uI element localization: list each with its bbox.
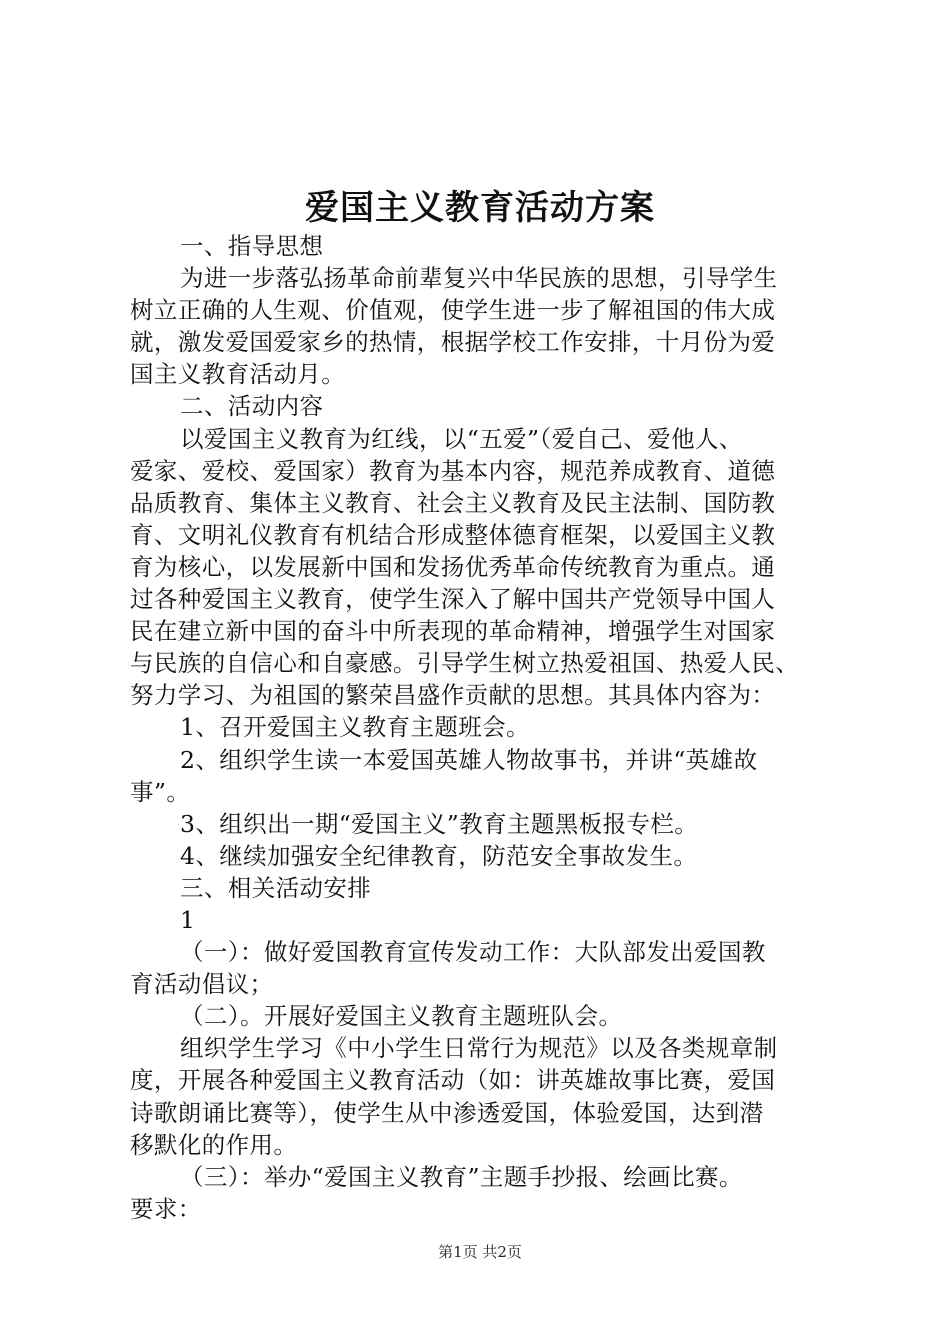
paragraph-line: 度，开展各种爱国主义教育活动（如：讲英雄故事比赛，爱国 (130, 1066, 776, 1095)
paragraph-line: 过各种爱国主义教育，使学生深入了解中国共产党领导中国人 (130, 585, 776, 614)
paragraph-line: 诗歌朗诵比赛等），使学生从中渗透爱国，体验爱国，达到潜 (130, 1098, 764, 1127)
paragraph-line: （二）。开展好爱国主义教育主题班队会。 (180, 1002, 623, 1031)
list-item-continuation: 事”。 (130, 777, 191, 806)
paragraph-line: 以爱国主义教育为红线，以“五爱”（爱自己、爱他人、 (180, 424, 743, 453)
paragraph-line: 努力学习、为祖国的繁荣昌盛作贡献的思想。其具体内容为： (130, 681, 776, 710)
paragraph-line: 品质教育、集体主义教育、社会主义教育及民主法制、国防教 (130, 488, 776, 517)
paragraph-line: 爱家、爱校、爱国家）教育为基本内容，规范养成教育、道德 (130, 456, 776, 485)
paragraph-line: 育为核心，以发展新中国和发扬优秀革命传统教育为重点。通 (130, 552, 776, 581)
stray-number: 1 (180, 905, 196, 934)
paragraph-line: 民在建立新中国的奋斗中所表现的革命精神，增强学生对国家 (130, 617, 776, 646)
paragraph-line: 与民族的自信心和自豪感。引导学生树立热爱祖国、热爱人民、 (130, 649, 800, 678)
page-footer: 第1页 共2页 (438, 1243, 522, 1261)
list-item: 4、继续加强安全纪律教育，防范安全事故发生。 (180, 841, 698, 870)
paragraph-line: 国主义教育活动月。 (130, 360, 346, 389)
list-item: 3、组织出一期“爱国主义”教育主题黑板报专栏。 (180, 809, 699, 838)
paragraph-line: （一）：做好爱国教育宣传发动工作：大队部发出爱国教 (180, 938, 766, 967)
paragraph-line: 就，激发爱国爱家乡的热情，根据学校工作安排，十月份为爱 (130, 328, 776, 357)
paragraph-line: 育活动倡议； (130, 970, 274, 999)
paragraph-line: 移默化的作用。 (130, 1130, 298, 1159)
section-heading-activity-content: 二、活动内容 (180, 392, 324, 421)
paragraph-line: 为进一步落弘扬革命前辈复兴中华民族的思想，引导学生 (180, 264, 778, 293)
list-item: 1、召开爱国主义教育主题班会。 (180, 713, 530, 742)
paragraph-line: （三）：举办“爱国主义教育”主题手抄报、绘画比赛。 (180, 1162, 743, 1191)
list-item: 2、组织学生读一本爱国英雄人物故事书，并讲“英雄故 (180, 745, 758, 774)
document-body (130, 230, 836, 1225)
paragraph-line: 树立正确的人生观、价值观，使学生进一步了解祖国的伟大成 (130, 296, 776, 325)
document-title: 爱国主义教育活动方案 (305, 188, 655, 228)
paragraph-line: 要求： (130, 1194, 202, 1223)
section-heading-activity-arrangement: 三、相关活动安排 (180, 873, 372, 902)
paragraph-line: 育、文明礼仪教育有机结合形成整体德育框架，以爱国主义教 (130, 520, 776, 549)
paragraph-line: 组织学生学习《中小学生日常行为规范》以及各类规章制 (180, 1034, 778, 1063)
section-heading-guiding-thought: 一、指导思想 (180, 232, 324, 260)
